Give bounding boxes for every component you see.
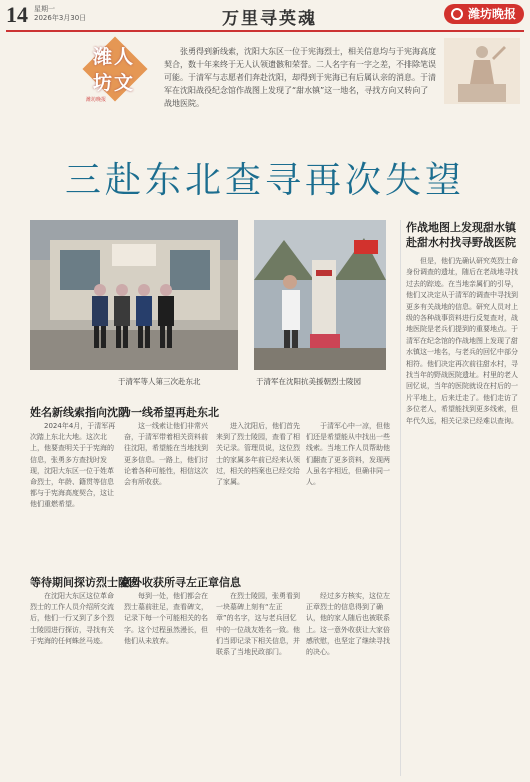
column-divider	[400, 220, 401, 776]
masthead-logo-icon	[451, 8, 463, 20]
section-head-2: 为一线希望再赴东北	[120, 406, 219, 419]
logo-text: 潍人坊文	[92, 46, 135, 94]
section-title: 万里寻英魂	[222, 9, 317, 29]
body-column: 经过多方核实，这位左正章烈士的信息得到了确认，他的家人随后也被联系上。这一意外收获让大家倍感欣慰，也坚定了继续寻找的决心。	[306, 592, 390, 657]
date-block	[34, 5, 86, 23]
section-head-3: 等待期间探访烈士陵园	[30, 576, 140, 589]
intro-paragraph: 张勇得到新线索，沈阳大东区一位于宪海烈士，相关信息均与于宪海高度契合，数十年来终于无人认领遗骸和荣誉。二人名字有一字之差，不排除笔误可能。于清军与志愿者们奔赴沈阳，却得到于宪海已有后属认亲的消息。于清军在沈阳战役纪念馆作战图上发现了“甜水镇”这一地名，寻找方向又转向了战地医院。	[164, 47, 436, 108]
section-head-4: 意外收获所寻左正章信息	[120, 576, 241, 589]
page-header	[0, 0, 530, 28]
body-column: 这一线索让他们非常兴奋，于清军带着相关资料前往沈阳，希望能在当地找到更多信息。一路上，他们讨论着各种可能性，相信这次会有所收获。	[124, 422, 208, 487]
top-rule	[6, 30, 524, 32]
headline: 三赴东北查寻再次失望	[64, 160, 465, 201]
right-column-title: 作战地图上发现甜水镇赴甜水村找寻野战医院	[406, 221, 516, 249]
photo-group-visit	[30, 220, 238, 370]
body-column: 于清军心中一凉，但他们还是希望能从中找出一些线索。当地工作人员帮助他们翻查了更多资料，发现两人虽名字相近，但确非同一人。	[306, 422, 390, 487]
weekday: 星期一	[34, 5, 55, 13]
photo2-caption: 于清军在沈阳抗美援朝烈士陵园	[256, 377, 361, 386]
masthead-badge	[444, 4, 524, 24]
logo-sub: 潍坊晚报	[86, 97, 107, 103]
body-column: 进入沈阳后，他们首先来到了烈士陵园，查看了相关记录。管理员说，这位烈士的家属多年前已经来认领过，相关的档案也已经交给了家属。	[216, 422, 300, 487]
body-column: 在沈阳大东区这位革命烈士的工作人员介绍所交流后，他们一行又到了多个烈士陵园进行探访，寻找有关于宪海的任何蛛丝马迹。	[30, 592, 114, 645]
issue-date: 2026年3月30日	[34, 14, 87, 22]
body-column: 每到一处，他们都会在烈士墓前驻足，查看碑文，记录下每一个可能相关的名字。这个过程虽然漫长，但他们从未放弃。	[124, 592, 208, 645]
column-logo	[84, 40, 144, 102]
section-head-1: 姓名新线索指向沈阳	[30, 406, 129, 419]
right-column-text: 但是，他们先确认研究英烈士命身份调查的遗址，随后在老战地寻找过去的踪迹。在当地亲属们的引导，他们又决定从于清军的调查中寻找到更多有关战地的信息。研究人员对上级的各种战事资料进行反复查对，战地医院是老兵们提到的重要地点。于清军在纪念馆的作战地图上发现了甜水镇这一地名，与老兵的回忆中部分相符。他们决定再次前往甜水村，寻找当年的野战医院遗址。村里的老人回忆说，当年的医院就设在村后的一片平地上，后来迁走了。他们走访了多位老人，希望能找到更多线索，但年代久远，相关记录已经难以查询。	[406, 257, 518, 425]
body-column: 在烈士陵园，张勇看到一块墓碑上刻有“左正章”的名字，这与老兵回忆中的一位战友姓名一致。他们当即记录下相关信息，并联系了当地民政部门。	[216, 592, 300, 657]
masthead-label: 潍坊晚报	[467, 7, 516, 21]
photo1-caption: 于清军等人第三次赴东北	[118, 377, 201, 386]
photo-memorial	[254, 220, 386, 370]
soldier-statue-illustration	[444, 38, 520, 104]
body-column: 2024年4月，于清军再次踏上东北大地。这次北上，他要查明关于于宪海的信息，张勇多方查找时发现，沈阳大东区一位于姓革命烈士，年龄、籍贯等信息都与于宪海高度契合，这让他们重燃希望。	[30, 422, 116, 509]
page-number: 14	[6, 2, 28, 27]
